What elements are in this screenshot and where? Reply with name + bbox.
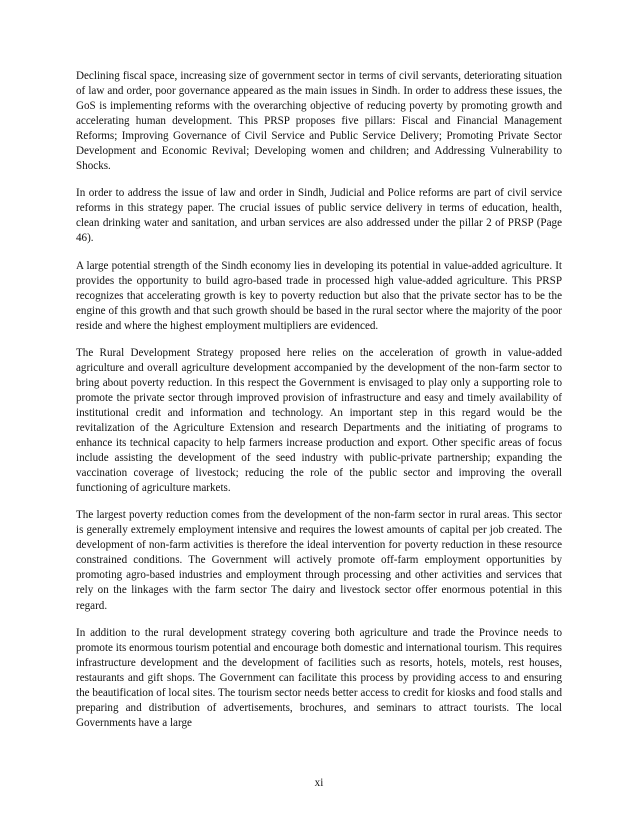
page-number: xi: [314, 777, 324, 789]
body-text: [76, 69, 562, 743]
paragraph-rural-development-strategy: The Rural Development Strategy proposed here relies on the acceleration of growth in value-added agriculture and overall agriculture development accompanied by the development of the non-farm sector to bring about poverty reduction. In this respect the Government is envisaged to play only a supporting role to promote the private sector through improved provision of infrastructure and easy and timely availability of institutional credit and information and technology. An important step in this regard would be the revitalization of the Agriculture Extension and research Departments and the initiating of programs to enhance its technical capacity to help farmers increase production and export. Other specific areas of focus include assisting the development of the seed industry with public-private partnership; expanding the vaccination coverage of livestock; reducing the role of the public sector and improving the overall functioning of agriculture markets.: [76, 346, 562, 495]
paragraph-value-added-agriculture: A large potential strength of the Sindh economy lies in developing its potential in value-added agriculture. It provides the opportunity to build agro-based trade in processed high value-added agriculture. This PRSP recognizes that accelerating growth is key to poverty reduction but also that the private sector has to be the engine of this growth and that such growth should be based in the rural sector where the majority of the poor reside and where the highest employment multipliers are evidenced.: [76, 259, 562, 332]
paragraph-law-and-order: In order to address the issue of law and order in Sindh, Judicial and Police reforms are part of civil service reforms in this strategy paper. The crucial issues of public service delivery in terms of education, health, clean drinking water and sanitation, and urban services are also addressed under the pillar 2 of PRSP (Page 46).: [76, 187, 562, 245]
paragraph-governance-issues: Declining fiscal space, increasing size of government sector in terms of civil servants, deteriorating situation of law and order, poor governance appeared as the main issues in Sindh. In order to address these issues, the GoS is implementing reforms with the overarching objective of reducing poverty by promoting growth and accelerating human development. This PRSP proposes five pillars: Fiscal and Financial Management Reforms; Improving Governance of Civil Service and Public Service Delivery; Promoting Private Sector Development and Economic Revival; Developing women and children; and Addressing Vulnerability to Shocks.: [76, 70, 562, 173]
paragraph-non-farm-sector: The largest poverty reduction comes from the development of the non-farm sector in rural areas. This sector is generally extremely employment intensive and requires the lowest amounts of capital per job created. The development of non-farm activities is therefore the ideal intervention for poverty reduction in these resource constrained conditions. The Government will actively promote off-farm employment opportunities by promoting agro-based industries and employment through processing and other activities and services that rely on the linkages with the farm sector The dairy and livestock sector offer enormous potential in this regard.: [76, 509, 562, 612]
paragraph-tourism: In addition to the rural development strategy covering both agriculture and trade the Province needs to promote its enormous tourism potential and encourage both domestic and international tourism. This requires infrastructure development and the development of facilities such as resorts, hotels, motels, rest houses, restaurants and gift shops. The Government can facilitate this process by providing access to and ensuring the beautification of local sites. The tourism sector needs better access to credit for kiosks and food stalls and preparing and distribution of advertisements, brochures, and seminars to attract tourists. The local Governments have a large: [76, 626, 562, 729]
